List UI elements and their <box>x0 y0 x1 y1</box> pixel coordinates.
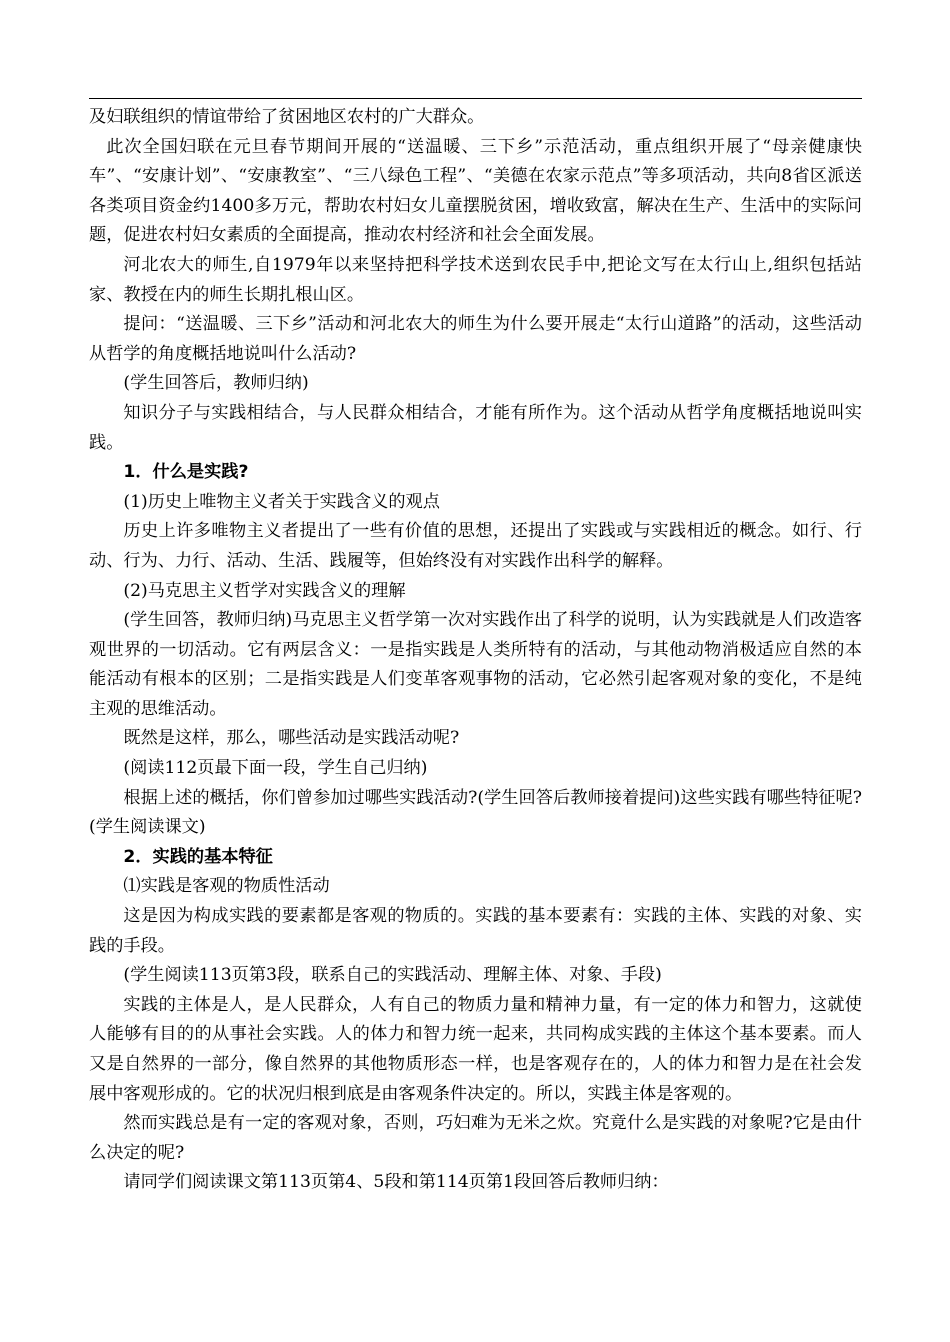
paragraph: 知识分子与实践相结合，与人民群众相结合，才能有所作为。这个活动从哲学角度概括地说叫实践。 <box>89 402 862 453</box>
paragraph: (学生回答，教师归纳)马克思主义哲学第一次对实践作出了科学的说明，认为实践就是人们改造客观世界的一切活动。它有两层含义：一是指实践是人类所特有的活动，与其他动物消极适应自然的本能活动有根本的区别；二是指实践是人们变革客观事物的活动，它必然引起客观对象的变化，不是纯主观的思维活动。 <box>89 610 862 719</box>
paragraph: 河北农大的师生,自1979年以来坚持把科学技术送到农民手中,把论文写在太行山上,组织包括站家、教授在内的师生长期扎根山区。 <box>89 254 862 305</box>
paragraph: (学生阅读113页第3段，联系自己的实践活动、理解主体、对象、手段) <box>123 965 662 986</box>
paragraph: (1)历史上唯物主义者关于实践含义的观点 <box>123 491 440 512</box>
paragraph: 此次全国妇联在元旦春节期间开展的“送温暖、三下乡”示范活动，重点组织开展了“母亲健康快车”、“安康计划”、“安康教室”、“三八绿色工程”、“美德在农家示范点”等多项活动，共向8省区派送各类项目资金约1400多万元，帮助农村妇女儿童摆脱贫困，增收致富，解决在生产、生活中的实际问题，促进农村妇女素质的全面提高，推动农村经济和社会全面发展。 <box>89 136 862 246</box>
paragraph: 及妇联组织的情谊带给了贫困地区农村的广大群众。 <box>89 107 485 127</box>
paragraph: 根据上述的概括，你们曾参加过哪些实践活动?(学生回答后教师接着提问)这些实践有哪些特征呢?(学生阅读课文) <box>89 787 862 838</box>
paragraph: 历史上许多唯物主义者提出了一些有价值的思想，还提出了实践或与实践相近的概念。如行、行动、行为、力行、活动、生活、践履等，但始终没有对实践作出科学的解释。 <box>89 521 862 571</box>
paragraph: ⑴实践是客观的物质性活动 <box>123 876 330 897</box>
paragraph: 既然是这样，那么，哪些活动是实践活动呢? <box>123 728 460 749</box>
paragraph: 然而实践总是有一定的客观对象，否则，巧妇难为无米之炊。究竟什么是实践的对象呢?它是由什么决定的呢? <box>89 1113 862 1163</box>
paragraph: (2)马克思主义哲学对实践含义的理解 <box>123 580 406 601</box>
section-heading: 1．什么是实践? <box>123 462 249 483</box>
paragraph: 请同学们阅读课文第113页第4、5段和第114页第1段回答后教师归纳： <box>123 1172 669 1193</box>
section-heading: 2．实践的基本特征 <box>123 846 273 867</box>
header-rule <box>89 98 862 99</box>
paragraph: 这是因为构成实践的要素都是客观的物质的。实践的基本要素有：实践的主体、实践的对象、实践的手段。 <box>89 906 862 956</box>
paragraph: (阅读112页最下面一段，学生自己归纳) <box>123 758 428 779</box>
paragraph: 提问：“送温暖、三下乡”活动和河北农大的师生为什么要开展走“太行山道路”的活动，这些活动从哲学的角度概括地说叫什么活动? <box>89 314 862 364</box>
document-body <box>89 103 862 1198</box>
paragraph: 实践的主体是人，是人民群众，人有自己的物质力量和精神力量，有一定的体力和智力，这就使人能够有目的的从事社会实践。人的体力和智力统一起来，共同构成实践的主体这个基本要素。而人又是自然界的一部分，像自然界的其他物质形态一样，也是客观存在的，人的体力和智力是在社会发展中客观形成的。它的状况归根到底是由客观条件决定的。所以，实践主体是客观的。 <box>89 994 862 1104</box>
paragraph: (学生回答后，教师归纳) <box>123 373 309 394</box>
